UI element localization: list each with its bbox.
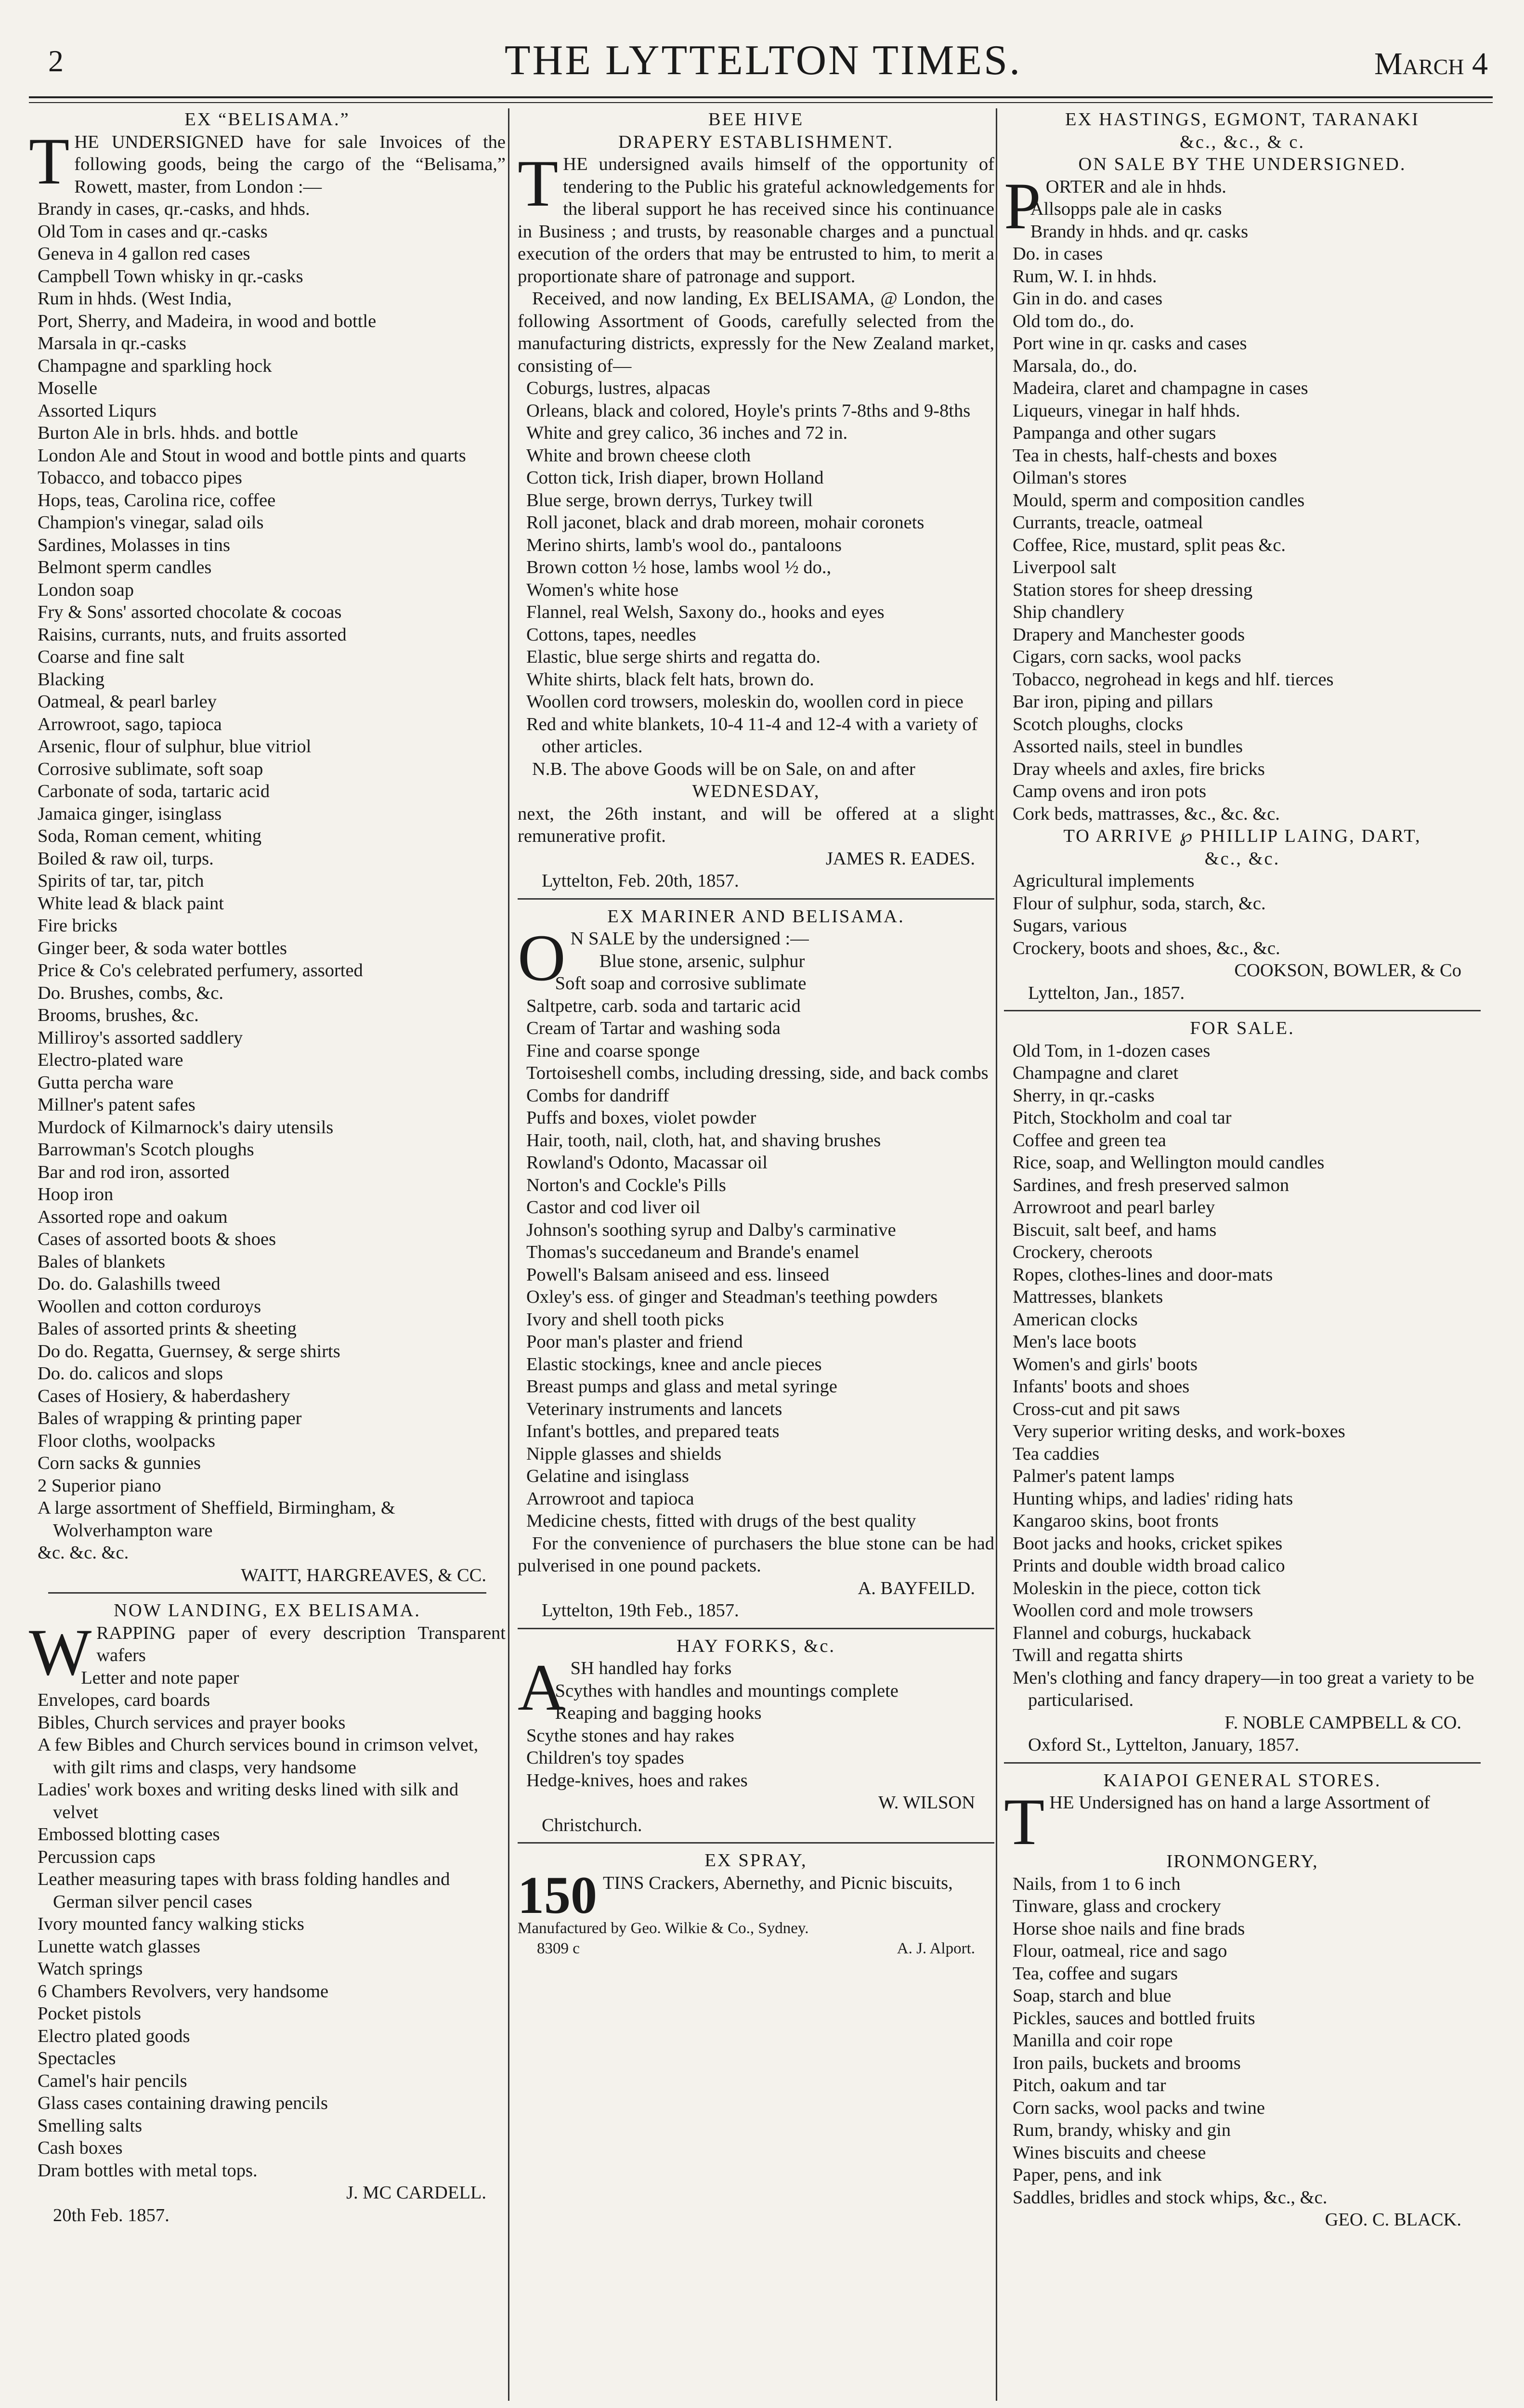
list-item: Boiled & raw oil, turps. bbox=[38, 848, 214, 869]
list-item: Price & Co's celebrated perfumery, assorted bbox=[38, 960, 363, 981]
list-item: Champagne and claret bbox=[1013, 1063, 1179, 1083]
list-item: Puffs and boxes, violet powder bbox=[526, 1108, 756, 1128]
list-item: Pampanga and other sugars bbox=[1013, 423, 1216, 443]
list-item: Rice, soap, and Wellington mould candles bbox=[1013, 1152, 1325, 1173]
ad-note: For the convenience of purchasers the blue stone can be had pulverised in one pound packets. bbox=[518, 1533, 994, 1576]
list-item: Arsenic, flour of sulphur, blue vitriol bbox=[38, 736, 312, 757]
list-item: Ship chandlery bbox=[1013, 602, 1125, 622]
list-item: Sardines, and fresh preserved salmon bbox=[1013, 1175, 1290, 1195]
ad-bee-hive bbox=[518, 108, 994, 892]
list-item: Do. do. Galashills tweed bbox=[38, 1274, 221, 1294]
list-item: Millner's patent safes bbox=[38, 1095, 195, 1115]
ad-ex-hastings bbox=[1004, 108, 1481, 1004]
list-item: Hair, tooth, nail, cloth, hat, and shaving brushes bbox=[526, 1130, 881, 1151]
list-item: Tortoiseshell combs, including dressing, side, and back combs bbox=[526, 1063, 989, 1083]
list-item: Allsopps pale ale in casks bbox=[1030, 199, 1222, 219]
list-item: Prints and double width broad calico bbox=[1013, 1556, 1285, 1576]
list-item: Geneva in 4 gallon red cases bbox=[38, 244, 250, 264]
list-item: Floor cloths, woolpacks bbox=[38, 1430, 215, 1451]
list-item: Blue serge, brown derrys, Turkey twill bbox=[526, 490, 813, 510]
ad-intro: WRAPPING paper of every description Transparent wafers bbox=[29, 1615, 506, 1689]
list-item: Gin in do. and cases bbox=[1013, 288, 1163, 309]
list-item: Hoop iron bbox=[38, 1184, 114, 1204]
list-item: Flannel and coburgs, huckaback bbox=[1013, 1623, 1251, 1643]
list-item: Soda, Roman cement, whiting bbox=[38, 826, 262, 846]
ad-heading: EX HASTINGS, EGMONT, TARANAKI bbox=[1065, 109, 1420, 130]
list-item: A few Bibles and Church services bound in crimson velvet, with gilt rims and clasps, very handsome bbox=[38, 1735, 479, 1778]
list-item: Palmer's patent lamps bbox=[1013, 1466, 1175, 1486]
list-item: Fry & Sons' assorted chocolate & cocoas bbox=[38, 602, 342, 622]
list-item: Soap, starch and blue bbox=[1013, 1986, 1172, 2006]
list-item: Hops, teas, Carolina rice, coffee bbox=[38, 490, 276, 510]
list-item: Tobacco, negrohead in kegs and hlf. tierces bbox=[1013, 669, 1334, 690]
list-item: Camel's hair pencils bbox=[38, 2070, 187, 2091]
list-item: A large assortment of Sheffield, Birmingham, & Wolverhampton ware bbox=[38, 1498, 395, 1541]
list-item: Merino shirts, lamb's wool do., pantaloons bbox=[526, 535, 842, 555]
list-item: Liqueurs, vinegar in half hhds. bbox=[1013, 400, 1240, 421]
ad-subheading: &c., &c. bbox=[1204, 848, 1280, 869]
ad-subheading: TO ARRIVE ℘ PHILLIP LAING, DART, bbox=[1063, 826, 1421, 846]
list-item: Ginger beer, & soda water bottles bbox=[38, 938, 287, 958]
ad-paragraph: Received, and now landing, Ex BELISAMA, @ London, the following Assortment of Goods, carefully selected from the manufacturing districts, expressly for the New Zealand market, consisting of— bbox=[518, 288, 994, 376]
list-item: Pickles, sauces and bottled fruits bbox=[1013, 2008, 1255, 2028]
list-item: Brandy in hhds. and qr. casks bbox=[1030, 221, 1249, 242]
newspaper-title: THE LYTTELTON TIMES. bbox=[504, 37, 1022, 84]
list-item: Medicine chests, fitted with drugs of the best quality bbox=[526, 1511, 916, 1531]
list-item: Coffee and green tea bbox=[1013, 1130, 1166, 1151]
list-item: Burton Ale in brls. hhds. and bottle bbox=[38, 423, 299, 443]
list-item: Cotton tick, Irish diaper, brown Holland bbox=[526, 468, 824, 488]
list-item: Dray wheels and axles, fire bricks bbox=[1013, 759, 1265, 779]
list-item: Marsala in qr.-casks bbox=[38, 333, 186, 353]
list-item: Moselle bbox=[38, 378, 98, 398]
list-item: Hedge-knives, hoes and rakes bbox=[526, 1770, 748, 1791]
ad-ex-spray bbox=[518, 1849, 994, 1959]
list-item: Do. in cases bbox=[1013, 244, 1103, 264]
drop-cap: T bbox=[1004, 1785, 1045, 1858]
list-item: Flannel, real Welsh, Saxony do., hooks and eyes bbox=[526, 602, 885, 622]
list-item: Oatmeal, & pearl barley bbox=[38, 692, 217, 712]
list-item: Raisins, currants, nuts, and fruits assorted bbox=[38, 624, 347, 645]
list-item: Sherry, in qr.-casks bbox=[1013, 1085, 1155, 1106]
item-list bbox=[1004, 1040, 1481, 1712]
list-item: Brown cotton ½ hose, lambs wool ½ do., bbox=[526, 557, 832, 577]
list-item: Cottons, tapes, needles bbox=[526, 624, 696, 645]
list-item: Spectacles bbox=[38, 2048, 116, 2068]
list-item: Scythe stones and hay rakes bbox=[526, 1725, 734, 1746]
list-item: Oilman's stores bbox=[1013, 468, 1127, 488]
item-list bbox=[29, 1667, 506, 2182]
ad-separator bbox=[518, 1842, 994, 1844]
list-item: Saddles, bridles and stock whips, &c., &c. bbox=[1013, 2187, 1328, 2208]
list-item: Tea, coffee and sugars bbox=[1013, 1963, 1178, 1984]
ad-kaiapoi bbox=[1004, 1769, 1481, 2231]
ad-heading: KAIAPOI GENERAL STORES. bbox=[1103, 1770, 1381, 1791]
list-item: Spirits of tar, tar, pitch bbox=[38, 871, 204, 891]
list-item: Nails, from 1 to 6 inch bbox=[1013, 1873, 1181, 1894]
list-item: Bar and rod iron, assorted bbox=[38, 1162, 230, 1182]
list-item: Red and white blankets, 10-4 11-4 and 12-4 with a variety of other articles. bbox=[526, 714, 978, 757]
drop-cap: T bbox=[29, 124, 70, 198]
list-item: Arrowroot and tapioca bbox=[526, 1488, 694, 1509]
list-item: Pitch, Stockholm and coal tar bbox=[1013, 1108, 1232, 1128]
column-divider bbox=[996, 108, 997, 2401]
list-item: Men's lace boots bbox=[1013, 1332, 1137, 1352]
ad-signature: J. MC CARDELL. bbox=[346, 2183, 486, 2203]
list-item: Tea in chests, half-chests and boxes bbox=[1013, 445, 1277, 466]
list-item: Madeira, claret and champagne in cases bbox=[1013, 378, 1308, 398]
list-item: Women's white hose bbox=[526, 579, 679, 600]
item-list bbox=[1004, 198, 1481, 825]
list-item: Arrowroot, sago, tapioca bbox=[38, 714, 222, 734]
list-item: Boot jacks and hooks, cricket spikes bbox=[1013, 1533, 1283, 1554]
ad-signature: W. WILSON bbox=[878, 1793, 975, 1813]
list-item: Barrowman's Scotch ploughs bbox=[38, 1139, 254, 1160]
ad-heading: FOR SALE. bbox=[1190, 1018, 1295, 1038]
list-item: Sardines, Molasses in tins bbox=[38, 535, 230, 555]
list-item: Crockery, cheroots bbox=[1013, 1242, 1153, 1262]
drop-cap: T bbox=[518, 146, 559, 220]
ad-ex-mariner bbox=[518, 905, 994, 1622]
list-item: Assorted rope and oakum bbox=[38, 1206, 228, 1227]
list-item: Currants, treacle, oatmeal bbox=[1013, 512, 1203, 533]
big-number: 150 bbox=[518, 1865, 597, 1924]
list-item: Ivory and shell tooth picks bbox=[526, 1309, 724, 1330]
list-item: Cash boxes bbox=[38, 2138, 123, 2158]
ad-place: Lyttelton, 19th Feb., 1857. bbox=[542, 1600, 739, 1621]
list-item: Assorted Liqurs bbox=[38, 400, 157, 421]
list-item: White and grey calico, 36 inches and 72 in. bbox=[526, 423, 848, 443]
list-item: Saltpetre, carb. soda and tartaric acid bbox=[526, 995, 801, 1016]
list-item: Women's and girls' boots bbox=[1013, 1354, 1198, 1374]
list-item: Champagne and sparkling hock bbox=[38, 355, 272, 376]
list-item: Agricultural implements bbox=[1013, 871, 1195, 891]
list-item: Cross-cut and pit saws bbox=[1013, 1399, 1180, 1419]
ad-signature: JAMES R. EADES. bbox=[825, 848, 975, 869]
list-item: Camp ovens and iron pots bbox=[1013, 781, 1207, 801]
list-item: Gelatine and isinglass bbox=[526, 1466, 689, 1486]
list-item: Manilla and coir rope bbox=[1013, 2030, 1173, 2051]
list-item: Corn sacks, wool packs and twine bbox=[1013, 2097, 1265, 2118]
list-item: Crockery, boots and shoes, &c., &c. bbox=[1013, 938, 1280, 958]
list-item: Twill and regatta shirts bbox=[1013, 1645, 1183, 1665]
item-list bbox=[518, 377, 994, 758]
ad-heading: EX SPRAY, bbox=[704, 1850, 808, 1871]
ad-signature: F. NOBLE CAMPBELL & CO. bbox=[1224, 1712, 1461, 1733]
list-item: Veterinary instruments and lancets bbox=[526, 1399, 782, 1419]
list-item: Flour of sulphur, soda, starch, &c. bbox=[1013, 893, 1266, 914]
list-item: Belmont sperm candles bbox=[38, 557, 212, 577]
ad-note: N.B. The above Goods will be on Sale, on and after bbox=[532, 759, 915, 779]
list-item: White lead & black paint bbox=[38, 893, 224, 914]
list-item: Infants' boots and shoes bbox=[1013, 1376, 1190, 1397]
list-item: Horse shoe nails and fine brads bbox=[1013, 1918, 1245, 1939]
list-item: Brandy in cases, qr.-casks, and hhds. bbox=[38, 199, 310, 219]
list-item: Carbonate of soda, tartaric acid bbox=[38, 781, 270, 801]
list-item: Lunette watch glasses bbox=[38, 1936, 200, 1957]
ad-signature: WAITT, HARGREAVES, & CC. bbox=[241, 1565, 486, 1585]
list-item: &c. &c. &c. bbox=[38, 1543, 129, 1563]
list-item: Dram bottles with metal tops. bbox=[38, 2160, 258, 2181]
list-item: Letter and note paper bbox=[81, 1667, 239, 1688]
drop-cap: P bbox=[1004, 169, 1041, 243]
list-item: Pitch, oakum and tar bbox=[1013, 2075, 1166, 2095]
drop-cap: A bbox=[518, 1650, 566, 1724]
ad-heading: NOW LANDING, EX BELISAMA. bbox=[114, 1600, 421, 1621]
list-item: Champion's vinegar, salad oils bbox=[38, 512, 264, 533]
list-item: Rum, brandy, whisky and gin bbox=[1013, 2120, 1231, 2140]
list-item: Nipple glasses and shields bbox=[526, 1443, 722, 1464]
list-item: Leather measuring tapes with brass folding handles and German silver pencil cases bbox=[38, 1869, 450, 1912]
ad-signature: A. BAYFEILD. bbox=[858, 1578, 975, 1598]
list-item: Hunting whips, and ladies' riding hats bbox=[1013, 1488, 1293, 1509]
item-list bbox=[29, 198, 506, 1564]
item-list bbox=[518, 972, 994, 1532]
ad-for-sale bbox=[1004, 1017, 1481, 1756]
list-item: Paper, pens, and ink bbox=[1013, 2165, 1162, 2185]
ad-date: 20th Feb. 1857. bbox=[53, 2205, 169, 2225]
column-1 bbox=[29, 108, 506, 2408]
issue-date: March 4 bbox=[1374, 46, 1488, 81]
list-item: Elastic stockings, knee and ancle pieces bbox=[526, 1354, 822, 1374]
ad-intro: O N SALE by the undersigned :— Blue stone, arsenic, sulphur bbox=[518, 921, 809, 995]
ad-heading: EX “BELISAMA.” bbox=[184, 109, 350, 130]
list-item: Woollen and cotton corduroys bbox=[38, 1296, 261, 1317]
list-item: Tobacco, and tobacco pipes bbox=[38, 468, 242, 488]
ad-maker: Manufactured by Geo. Wilkie & Co., Sydney. bbox=[518, 1919, 809, 1937]
list-item: Drapery and Manchester goods bbox=[1013, 624, 1245, 645]
list-item: Orleans, black and colored, Hoyle's prints 7-8ths and 9-8ths bbox=[526, 400, 971, 421]
ad-subheading: DRAPERY ESTABLISHMENT. bbox=[618, 131, 894, 152]
list-item: Do. do. calicos and slops bbox=[38, 1363, 223, 1384]
list-item: Do. Brushes, combs, &c. bbox=[38, 982, 224, 1003]
list-item: Tinware, glass and crockery bbox=[1013, 1896, 1221, 1916]
list-item: Cigars, corn sacks, wool packs bbox=[1013, 647, 1241, 667]
list-item: Sugars, various bbox=[1013, 916, 1127, 936]
list-item: Murdock of Kilmarnock's dairy utensils bbox=[38, 1117, 334, 1138]
list-item: American clocks bbox=[1013, 1309, 1138, 1330]
column-divider bbox=[508, 108, 509, 2401]
ad-hay-forks bbox=[518, 1635, 994, 1837]
list-item: Brooms, brushes, &c. bbox=[38, 1005, 199, 1025]
list-item: Poor man's plaster and friend bbox=[526, 1332, 743, 1352]
list-item: Tea caddies bbox=[1013, 1443, 1100, 1464]
ad-footer bbox=[518, 1938, 994, 1959]
ad-heading: BEE HIVE bbox=[708, 109, 804, 130]
list-item: Percussion caps bbox=[38, 1846, 156, 1867]
list-item: Johnson's soothing syrup and Dalby's carminative bbox=[526, 1219, 896, 1240]
list-item: Milliroy's assorted saddlery bbox=[38, 1027, 243, 1048]
ad-place: Oxford St., Lyttelton, January, 1857. bbox=[1028, 1735, 1300, 1755]
list-item: Ivory mounted fancy walking sticks bbox=[38, 1914, 304, 1934]
item-list bbox=[1004, 870, 1481, 959]
ad-signature: COOKSON, BOWLER, & Co bbox=[1234, 960, 1461, 981]
ad-place: Lyttelton, Jan., 1857. bbox=[1028, 982, 1185, 1003]
list-item: 2 Superior piano bbox=[38, 1475, 161, 1496]
ad-separator bbox=[1004, 1010, 1481, 1011]
list-item: Kangaroo skins, boot fronts bbox=[1013, 1511, 1219, 1531]
list-item: Breast pumps and glass and metal syringe bbox=[526, 1376, 837, 1397]
list-item: Arrowroot and pearl barley bbox=[1013, 1197, 1215, 1217]
masthead-rule-thin bbox=[29, 102, 1493, 103]
list-item: Electro plated goods bbox=[38, 2026, 190, 2046]
list-item: Cork beds, mattrasses, &c., &c. &c. bbox=[1013, 803, 1280, 824]
list-item: Biscuit, salt beef, and hams bbox=[1013, 1219, 1217, 1240]
list-item: Bar iron, piping and pillars bbox=[1013, 692, 1213, 712]
list-item: Iron pails, buckets and brooms bbox=[1013, 2053, 1241, 2073]
list-item: Bales of assorted prints & sheeting bbox=[38, 1319, 297, 1339]
list-item: Ropes, clothes-lines and door-mats bbox=[1013, 1264, 1273, 1285]
list-item: London soap bbox=[38, 579, 134, 600]
list-item: Assorted nails, steel in bundles bbox=[1013, 736, 1243, 757]
ad-subheading: IRONMONGERY, bbox=[1166, 1851, 1318, 1871]
list-item: Bales of wrapping & printing paper bbox=[38, 1408, 302, 1428]
list-item: Bibles, Church services and prayer books bbox=[38, 1712, 346, 1733]
masthead bbox=[29, 26, 1498, 99]
ad-heading: HAY FORKS, &c. bbox=[676, 1636, 836, 1656]
list-item: Children's toy spades bbox=[526, 1748, 684, 1768]
list-item: Woollen cord and mole trowsers bbox=[1013, 1600, 1253, 1621]
ad-separator bbox=[518, 898, 994, 900]
ad-subheading: ON SALE BY THE UNDERSIGNED. bbox=[1078, 154, 1407, 174]
list-item: Do do. Regatta, Guernsey, & serge shirts bbox=[38, 1341, 340, 1361]
ad-note: next, the 26th instant, and will be offered at a slight remunerative profit. bbox=[518, 803, 994, 846]
ad-intro: PORTER and ale in hhds. bbox=[1004, 169, 1226, 243]
page-number: 2 bbox=[48, 44, 64, 78]
ad-day: WEDNESDAY, bbox=[692, 781, 820, 801]
list-item: Corn sacks & gunnies bbox=[38, 1453, 201, 1473]
list-item: Coffee, Rice, mustard, split peas &c. bbox=[1013, 535, 1286, 555]
ad-signature: GEO. C. BLACK. bbox=[1325, 2210, 1461, 2230]
ad-reference: 8309 c bbox=[537, 1939, 580, 1957]
ad-intro: ASH handled hay forks bbox=[518, 1650, 732, 1724]
list-item: Men's clothing and fancy drapery—in too great a variety to be particularised. bbox=[1013, 1667, 1474, 1710]
list-item: Woollen cord trowsers, moleskin do, woollen cord in piece bbox=[526, 692, 964, 712]
list-item: Campbell Town whisky in qr.-casks bbox=[38, 266, 303, 287]
list-item: Station stores for sheep dressing bbox=[1013, 579, 1253, 600]
list-item: Soft soap and corrosive sublimate bbox=[555, 973, 807, 994]
list-item: Port wine in qr. casks and cases bbox=[1013, 333, 1247, 353]
list-item: Envelopes, card boards bbox=[38, 1690, 210, 1710]
list-item: Port, Sherry, and Madeira, in wood and bottle bbox=[38, 311, 377, 331]
list-item: Rum, W. I. in hhds. bbox=[1013, 266, 1157, 287]
drop-cap: O bbox=[518, 921, 566, 995]
ad-intro: THE Undersigned has on hand a large Assortment of bbox=[1004, 1785, 1430, 1858]
list-item: Elastic, blue serge shirts and regatta do. bbox=[526, 647, 821, 667]
list-item: Thomas's succedaneum and Brande's enamel bbox=[526, 1242, 860, 1262]
list-item: Liverpool salt bbox=[1013, 557, 1116, 577]
ad-separator bbox=[48, 1592, 486, 1594]
list-item: Rowland's Odonto, Macassar oil bbox=[526, 1152, 768, 1173]
list-item: White shirts, black felt hats, brown do. bbox=[526, 669, 814, 690]
list-item: Bales of blankets bbox=[38, 1251, 166, 1272]
list-item: Cases of assorted boots & shoes bbox=[38, 1229, 276, 1249]
list-item: Very superior writing desks, and work-boxes bbox=[1013, 1421, 1345, 1441]
list-item: Ladies' work boxes and writing desks lined with silk and velvet bbox=[38, 1780, 459, 1822]
ad-separator bbox=[1004, 1762, 1481, 1764]
list-item: Infant's bottles, and prepared teats bbox=[526, 1421, 780, 1441]
list-item: Blacking bbox=[38, 669, 104, 690]
list-item: Marsala, do., do. bbox=[1013, 355, 1137, 376]
list-item: Fire bricks bbox=[38, 916, 117, 936]
ad-intro: THE UNDERSIGNED have for sale Invoices of the following goods, being the cargo of the “Belisama,” Rowett, master, from London :— bbox=[29, 124, 506, 198]
ad-intro: 150 TINS Crackers, Abernethy, and Picnic biscuits, bbox=[518, 1865, 953, 1924]
ad-place: Christchurch. bbox=[542, 1815, 642, 1835]
list-item: Gutta percha ware bbox=[38, 1072, 174, 1093]
list-item: Cream of Tartar and washing soda bbox=[526, 1018, 781, 1038]
list-item: Old tom do., do. bbox=[1013, 311, 1134, 331]
list-item: Watch springs bbox=[38, 1959, 143, 1979]
list-item: Wines biscuits and cheese bbox=[1013, 2142, 1206, 2163]
list-item: Reaping and bagging hooks bbox=[555, 1703, 762, 1723]
list-item: Old Tom, in 1-dozen cases bbox=[1013, 1040, 1211, 1061]
ad-separator bbox=[518, 1628, 994, 1629]
list-item: Coarse and fine salt bbox=[38, 647, 184, 667]
list-item: Mattresses, blankets bbox=[1013, 1287, 1163, 1307]
list-item: Combs for dandriff bbox=[526, 1085, 669, 1106]
ad-place: Lyttelton, Feb. 20th, 1857. bbox=[542, 871, 739, 891]
list-item: Scotch ploughs, clocks bbox=[1013, 714, 1183, 734]
ad-subheading: &c., &c., & c. bbox=[1179, 131, 1305, 152]
column-3 bbox=[1004, 108, 1481, 2408]
ad-signature: A. J. Alport. bbox=[897, 1939, 975, 1957]
list-item: Mould, sperm and composition candles bbox=[1013, 490, 1305, 510]
list-item: Old Tom in cases and qr.-casks bbox=[38, 221, 268, 242]
list-item: Glass cases containing drawing pencils bbox=[38, 2093, 328, 2113]
list-item: Smelling salts bbox=[38, 2115, 143, 2136]
list-item: Coburgs, lustres, alpacas bbox=[526, 378, 711, 398]
list-item: Roll jaconet, black and drab moreen, mohair coronets bbox=[526, 512, 925, 533]
list-item: Rum in hhds. (West India, bbox=[38, 288, 232, 309]
list-item: Oxley's ess. of ginger and Steadman's teething powders bbox=[526, 1287, 938, 1307]
column-2 bbox=[518, 108, 994, 2408]
list-item: Castor and cod liver oil bbox=[526, 1197, 701, 1217]
list-item: Fine and coarse sponge bbox=[526, 1040, 700, 1061]
list-item: Scythes with handles and mountings complete bbox=[555, 1680, 899, 1701]
list-item: Pocket pistols bbox=[38, 2003, 141, 2024]
ad-heading: EX MARINER AND BELISAMA. bbox=[607, 906, 905, 927]
list-item: Cases of Hosiery, & haberdashery bbox=[38, 1386, 290, 1406]
list-item: Flour, oatmeal, rice and sago bbox=[1013, 1941, 1227, 1961]
list-item: Corrosive sublimate, soft soap bbox=[38, 759, 263, 779]
ad-intro: THE undersigned avails himself of the opportunity of tendering to the Public his grateful acknowledgements for the liberal support he has received since his continuance in Business ; and trusts, by reasonable charges and a punctual execution of the orders that may be entrusted to him, to merit a proportionate share of patronage and support. bbox=[518, 146, 994, 287]
drop-cap: W bbox=[29, 1615, 92, 1689]
ad-now-landing bbox=[29, 1599, 506, 2226]
list-item: Embossed blotting cases bbox=[38, 1824, 220, 1845]
list-item: Moleskin in the piece, cotton tick bbox=[1013, 1578, 1261, 1598]
list-item: Powell's Balsam aniseed and ess. linseed bbox=[526, 1264, 830, 1285]
item-list bbox=[1004, 1873, 1481, 2209]
list-item: White and brown cheese cloth bbox=[526, 445, 751, 466]
list-item: Electro-plated ware bbox=[38, 1050, 183, 1070]
list-item: Norton's and Cockle's Pills bbox=[526, 1175, 726, 1195]
item-list bbox=[518, 1680, 994, 1792]
list-item: Jamaica ginger, isinglass bbox=[38, 803, 222, 824]
list-item: 6 Chambers Revolvers, very handsome bbox=[38, 1981, 329, 2002]
masthead-rule bbox=[29, 96, 1493, 98]
list-item: London Ale and Stout in wood and bottle pints and quarts bbox=[38, 445, 466, 466]
ad-ex-belisama bbox=[29, 108, 506, 1586]
